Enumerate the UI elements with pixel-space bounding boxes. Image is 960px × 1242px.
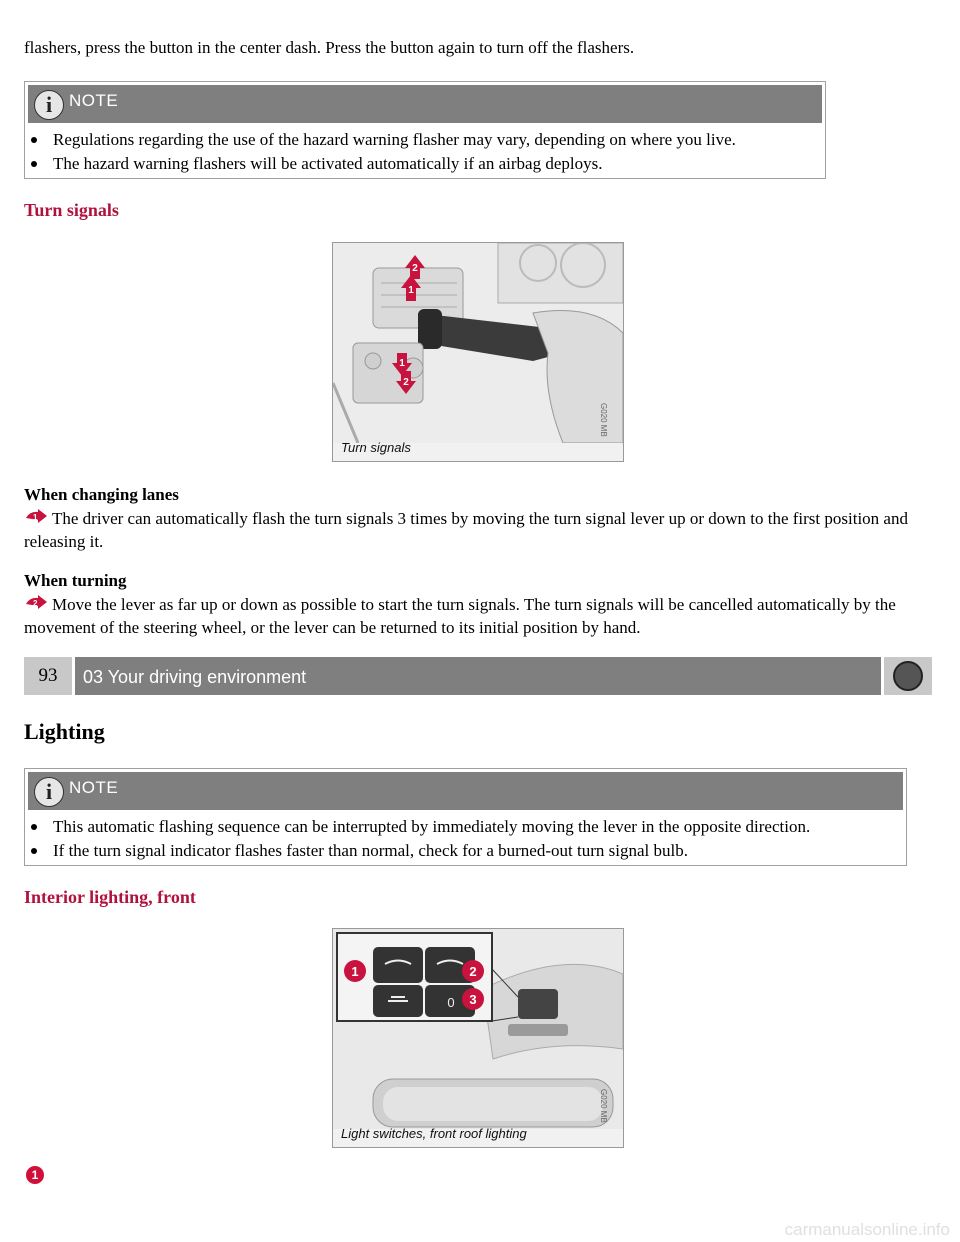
arrow-label: 1 (408, 285, 414, 296)
note-item: This automatic flashing sequence can be interrupted by immediately moving the lever in the opposite direction. (53, 817, 811, 836)
turning-text (24, 593, 934, 639)
intro-text: flashers, press the button in the center dash. Press the button again to turn off the flashers. (24, 38, 635, 57)
arrow-label: 2 (412, 263, 418, 274)
figure-caption: Turn signals (341, 440, 411, 455)
chapter-banner (24, 657, 932, 695)
banner-logo-box (884, 657, 932, 695)
note-header (28, 85, 822, 123)
note-box (24, 81, 826, 179)
section-heading-interior-lighting: Interior lighting, front (24, 887, 196, 907)
steering-wheel-icon (893, 661, 923, 691)
note-title: NOTE (69, 778, 119, 797)
note-list (25, 815, 810, 863)
page-title: Lighting (24, 719, 105, 744)
interior-lighting-figure (332, 928, 624, 1148)
figure-code: G020 MB (599, 403, 608, 437)
button-zero-label: 0 (447, 995, 455, 1010)
subheading-turning: When turning (24, 571, 127, 590)
note-box (24, 768, 907, 866)
watermark: carmanualsonline.info (784, 1220, 950, 1239)
arrow-label: 1 (399, 358, 405, 369)
page-number: 93 (24, 657, 72, 695)
chapter-title: 03 Your driving environment (75, 657, 881, 695)
changing-lanes-text (24, 507, 934, 553)
subheading-changing-lanes: When changing lanes (24, 485, 179, 504)
step-2-icon (24, 595, 48, 613)
callout-1: 1 (351, 964, 359, 979)
turn-signal-illustration (333, 243, 623, 443)
step-1-badge: 1 (26, 1166, 44, 1184)
note-title: NOTE (69, 91, 119, 110)
turn-signals-figure (332, 242, 624, 462)
roof-light-illustration (333, 929, 623, 1129)
note-header (28, 772, 903, 810)
step-label: 2 (33, 599, 38, 608)
section-heading-turn-signals: Turn signals (24, 200, 119, 220)
figure-caption: Light switches, front roof lighting (341, 1126, 527, 1141)
figure-code: G020 MB (599, 1089, 608, 1123)
info-icon: i (34, 777, 64, 807)
callout-3: 3 (469, 992, 477, 1007)
note-item: The hazard warning flashers will be activated automatically if an airbag deploys. (53, 152, 736, 175)
note-item: Regulations regarding the use of the hazard warning flasher may vary, depending on where you live. (53, 130, 736, 149)
changing-lanes-body: The driver can automatically flash the turn signals 3 times by moving the turn signal lever up or down to the first position and releasing it. (24, 509, 908, 551)
note-list (25, 128, 736, 176)
info-icon: i (34, 90, 64, 120)
arrow-label: 2 (403, 377, 409, 388)
step-1-icon (24, 509, 48, 527)
note-item: If the turn signal indicator flashes faster than normal, check for a burned-out turn signal bulb. (53, 839, 810, 862)
callout-2: 2 (469, 964, 477, 979)
turning-body: Move the lever as far up or down as possible to start the turn signals. The turn signals will be cancelled automatically by the movement of the steering wheel, or the lever can be returned to its initial position by hand. (24, 595, 896, 637)
step-label: 1 (33, 513, 38, 522)
